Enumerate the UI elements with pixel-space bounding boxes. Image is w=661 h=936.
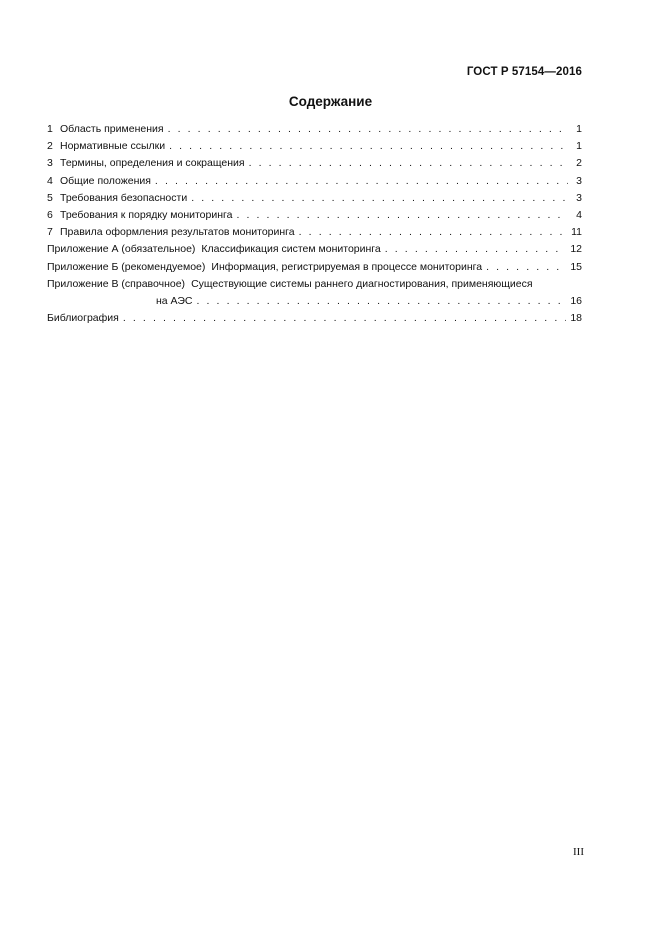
toc-entry-5[interactable] bbox=[47, 190, 582, 207]
toc-entry-6[interactable] bbox=[47, 207, 582, 224]
toc-leader-dots bbox=[169, 138, 568, 155]
toc-entry-page: 3 bbox=[576, 191, 582, 204]
toc-entry-number: 4 bbox=[47, 174, 53, 187]
toc-leader-dots bbox=[168, 121, 568, 138]
toc-entry-number: 7 bbox=[47, 226, 53, 239]
toc-entry-title: Требования безопасности bbox=[60, 191, 188, 204]
toc-entry-page: 1 bbox=[576, 123, 582, 135]
toc-entry-label bbox=[47, 190, 187, 207]
toc-entry-label bbox=[47, 259, 482, 276]
appendix-title: Информация, регистрируемая в процессе мониторинга bbox=[211, 260, 483, 273]
toc-leader-dots bbox=[191, 190, 568, 207]
toc-appendix-a[interactable] bbox=[47, 241, 582, 258]
appendix-title: Существующие системы раннего диагностирования, применяющиеся bbox=[191, 277, 533, 290]
toc-entry-number: 3 bbox=[47, 157, 53, 170]
toc-entry-label bbox=[47, 121, 164, 138]
toc-entry-number: 1 bbox=[47, 123, 53, 135]
toc-leader-dots bbox=[196, 293, 566, 310]
toc-entry-page: 2 bbox=[576, 157, 582, 170]
toc-entry-label bbox=[47, 241, 381, 258]
document-standard-number: ГОСТ Р 57154—2016 bbox=[466, 66, 582, 78]
toc-entry-label bbox=[47, 155, 245, 172]
toc-entry-page: 1 bbox=[576, 140, 582, 153]
toc-leader-dots bbox=[123, 310, 566, 327]
toc-entry-2[interactable] bbox=[47, 138, 582, 155]
toc-leader-dots bbox=[299, 224, 567, 241]
toc-title: Содержание bbox=[288, 94, 373, 109]
toc-entry-page: 4 bbox=[576, 209, 582, 222]
toc-entry-title: Требования к порядку мониторинга bbox=[60, 209, 233, 222]
toc-appendix-v-continuation[interactable] bbox=[47, 293, 582, 310]
toc-entry-number: 2 bbox=[47, 140, 53, 153]
toc-entry-page: 16 bbox=[570, 295, 582, 308]
toc-entry-title: Нормативные ссылки bbox=[60, 140, 166, 153]
appendix-prefix: Приложение А (обязательное) bbox=[47, 243, 196, 256]
toc-entry-page: 18 bbox=[570, 312, 582, 325]
toc-entry-title: Область применения bbox=[60, 123, 164, 135]
toc-entry-page: 15 bbox=[570, 260, 582, 273]
toc-entry-title: Общие положения bbox=[60, 174, 151, 187]
toc-entry-page: 12 bbox=[570, 243, 582, 256]
toc-entry-1[interactable] bbox=[47, 121, 582, 138]
toc-entry-4[interactable] bbox=[47, 173, 582, 190]
toc-entry-title: Термины, определения и сокращения bbox=[60, 157, 245, 170]
toc-entry-7[interactable] bbox=[47, 224, 582, 241]
appendix-title-continuation: на АЭС bbox=[156, 295, 193, 308]
appendix-title: Классификация систем мониторинга bbox=[201, 243, 381, 256]
appendix-prefix: Приложение Б (рекомендуемое) bbox=[47, 260, 206, 273]
toc-appendix-v[interactable] bbox=[47, 276, 582, 293]
toc-appendix-b[interactable] bbox=[47, 259, 582, 276]
toc-leader-dots bbox=[155, 173, 568, 190]
toc-entry-page: 11 bbox=[571, 226, 582, 239]
toc-entry-label bbox=[47, 207, 232, 224]
toc-entry-label bbox=[47, 173, 151, 190]
toc-entry-3[interactable] bbox=[47, 155, 582, 172]
toc-entry-label bbox=[47, 276, 533, 293]
toc-entry-title: Библиография bbox=[47, 312, 119, 325]
toc-leader-dots bbox=[236, 207, 568, 224]
appendix-prefix: Приложение В (справочное) bbox=[47, 277, 186, 290]
toc-entry-label bbox=[47, 224, 295, 241]
toc-leader-dots bbox=[486, 259, 566, 276]
page-number: III bbox=[573, 846, 584, 858]
toc-bibliography[interactable] bbox=[47, 310, 582, 327]
table-of-contents bbox=[47, 121, 582, 327]
toc-leader-dots bbox=[249, 155, 568, 172]
toc-leader-dots bbox=[385, 241, 567, 258]
toc-entry-page: 3 bbox=[576, 174, 582, 187]
toc-entry-title: Правила оформления результатов мониторинга bbox=[60, 226, 295, 239]
toc-entry-number: 6 bbox=[47, 209, 53, 222]
toc-entry-number: 5 bbox=[47, 191, 53, 204]
toc-entry-label bbox=[47, 138, 165, 155]
